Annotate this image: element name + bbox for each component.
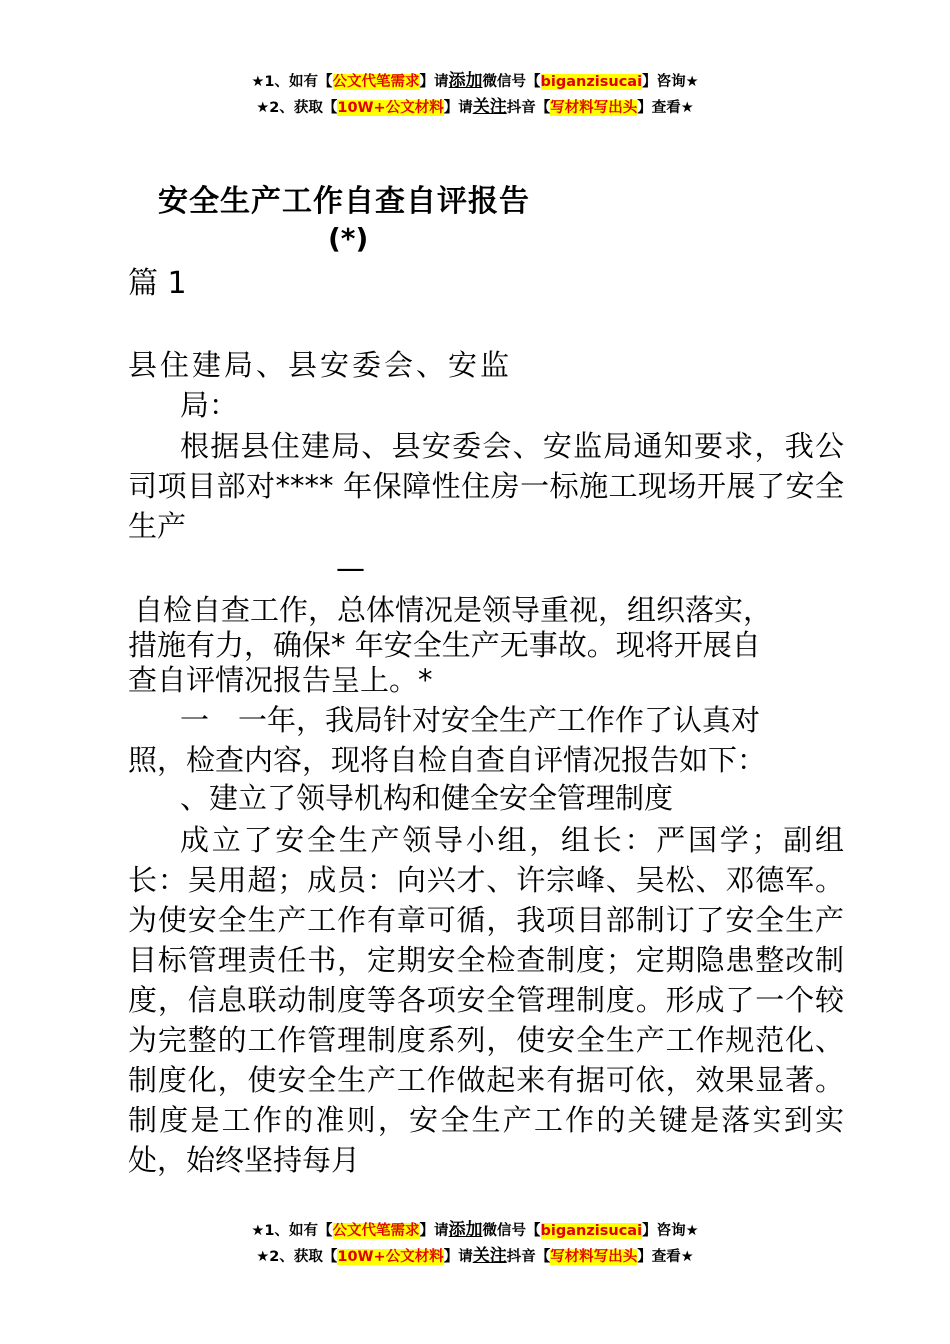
banner-underlined: 添加 <box>448 1220 483 1240</box>
banner-text: 抖音【 <box>506 100 551 116</box>
part-label: 篇 1 <box>128 266 187 301</box>
section-heading-1: 、建立了领导机构和健全安全管理制度 <box>180 781 674 815</box>
paragraph-3-line-1: 一 一年，我局针对安全生产工作作了认真对 <box>180 703 761 737</box>
banner-highlight: 公文代笔需求 <box>332 1223 420 1239</box>
document-subtitle: (*) <box>328 222 369 255</box>
banner-text: 】查看★ <box>637 100 694 116</box>
banner-line-2 <box>0 1243 950 1269</box>
banner-highlight: 写材料写出头 <box>550 100 638 116</box>
banner-highlight: 写材料写出头 <box>550 1249 638 1265</box>
banner-text: 】请 <box>419 74 449 90</box>
banner-text: 】咨询★ <box>642 1223 699 1239</box>
banner-underlined: 关注 <box>472 97 507 117</box>
banner-text: 】查看★ <box>637 1249 694 1265</box>
header-banner <box>0 68 950 120</box>
banner-text: ★1、如有【 <box>251 74 333 90</box>
footer-banner <box>0 1217 950 1269</box>
banner-highlight: 公文代笔需求 <box>332 74 420 90</box>
banner-text: ★1、如有【 <box>251 1223 333 1239</box>
banner-highlight: biganzisucai <box>540 74 643 90</box>
banner-underlined: 添加 <box>448 71 483 91</box>
banner-text: 】请 <box>443 1249 473 1265</box>
banner-highlight: biganzisucai <box>540 1223 643 1239</box>
paragraph-intro: 根据县住建局、县安委会、安监局通知要求，我公司项目部对**** 年保障性住房一标施工现场开展了安全生产 <box>128 429 844 543</box>
banner-line-1 <box>0 68 950 94</box>
banner-text: 微信号【 <box>482 1223 541 1239</box>
salutation-line-1: 县住建局、县安委会、安监 <box>128 348 513 382</box>
banner-highlight: 10W+公文材料 <box>337 1249 444 1265</box>
paragraph-3-line-2: 照，检查内容，现将自检自查自评情况报告如下： <box>128 743 767 777</box>
salutation-line-2: 局： <box>180 388 239 422</box>
banner-text: ★2、获取【 <box>256 1249 338 1265</box>
dash-mark: — <box>336 551 365 585</box>
banner-text: 】请 <box>443 100 473 116</box>
paragraph-2-line-1: 自检自查工作，总体情况是领导重视，组织落实， <box>134 593 773 627</box>
banner-line-2 <box>0 94 950 120</box>
banner-text: 】请 <box>419 1223 449 1239</box>
paragraph-2-line-2: 措施有力，确保* 年安全生产无事故。现将开展自 <box>128 628 761 662</box>
paragraph-2-line-3: 查自评情况报告呈上。* <box>128 663 433 697</box>
banner-highlight: 10W+公文材料 <box>337 100 444 116</box>
banner-text: 抖音【 <box>506 1249 551 1265</box>
banner-line-1 <box>0 1217 950 1243</box>
paragraph-leadership: 成立了安全生产领导小组，组长：严国学；副组长：吴用超；成员：向兴才、许宗峰、吴松、邓德军。为使安全生产工作有章可循，我项目部制订了安全生产目标管理责任书，定期安全检查制度；定期隐患整改制度，信息联动制度等各项安全管理制度。形成了一个较为完整的工作管理制度系列，使安全生产工作规范化、制度化，使安全生产工作做起来有据可依，效果显著。制度是工作的准则，安全生产工作的关键是落实到实处，始终坚持每月 <box>128 823 844 1177</box>
banner-underlined: 关注 <box>472 1246 507 1266</box>
banner-text: ★2、获取【 <box>256 100 338 116</box>
document-title: 安全生产工作自查自评报告 <box>158 184 530 219</box>
banner-text: 】咨询★ <box>642 74 699 90</box>
banner-text: 微信号【 <box>482 74 541 90</box>
